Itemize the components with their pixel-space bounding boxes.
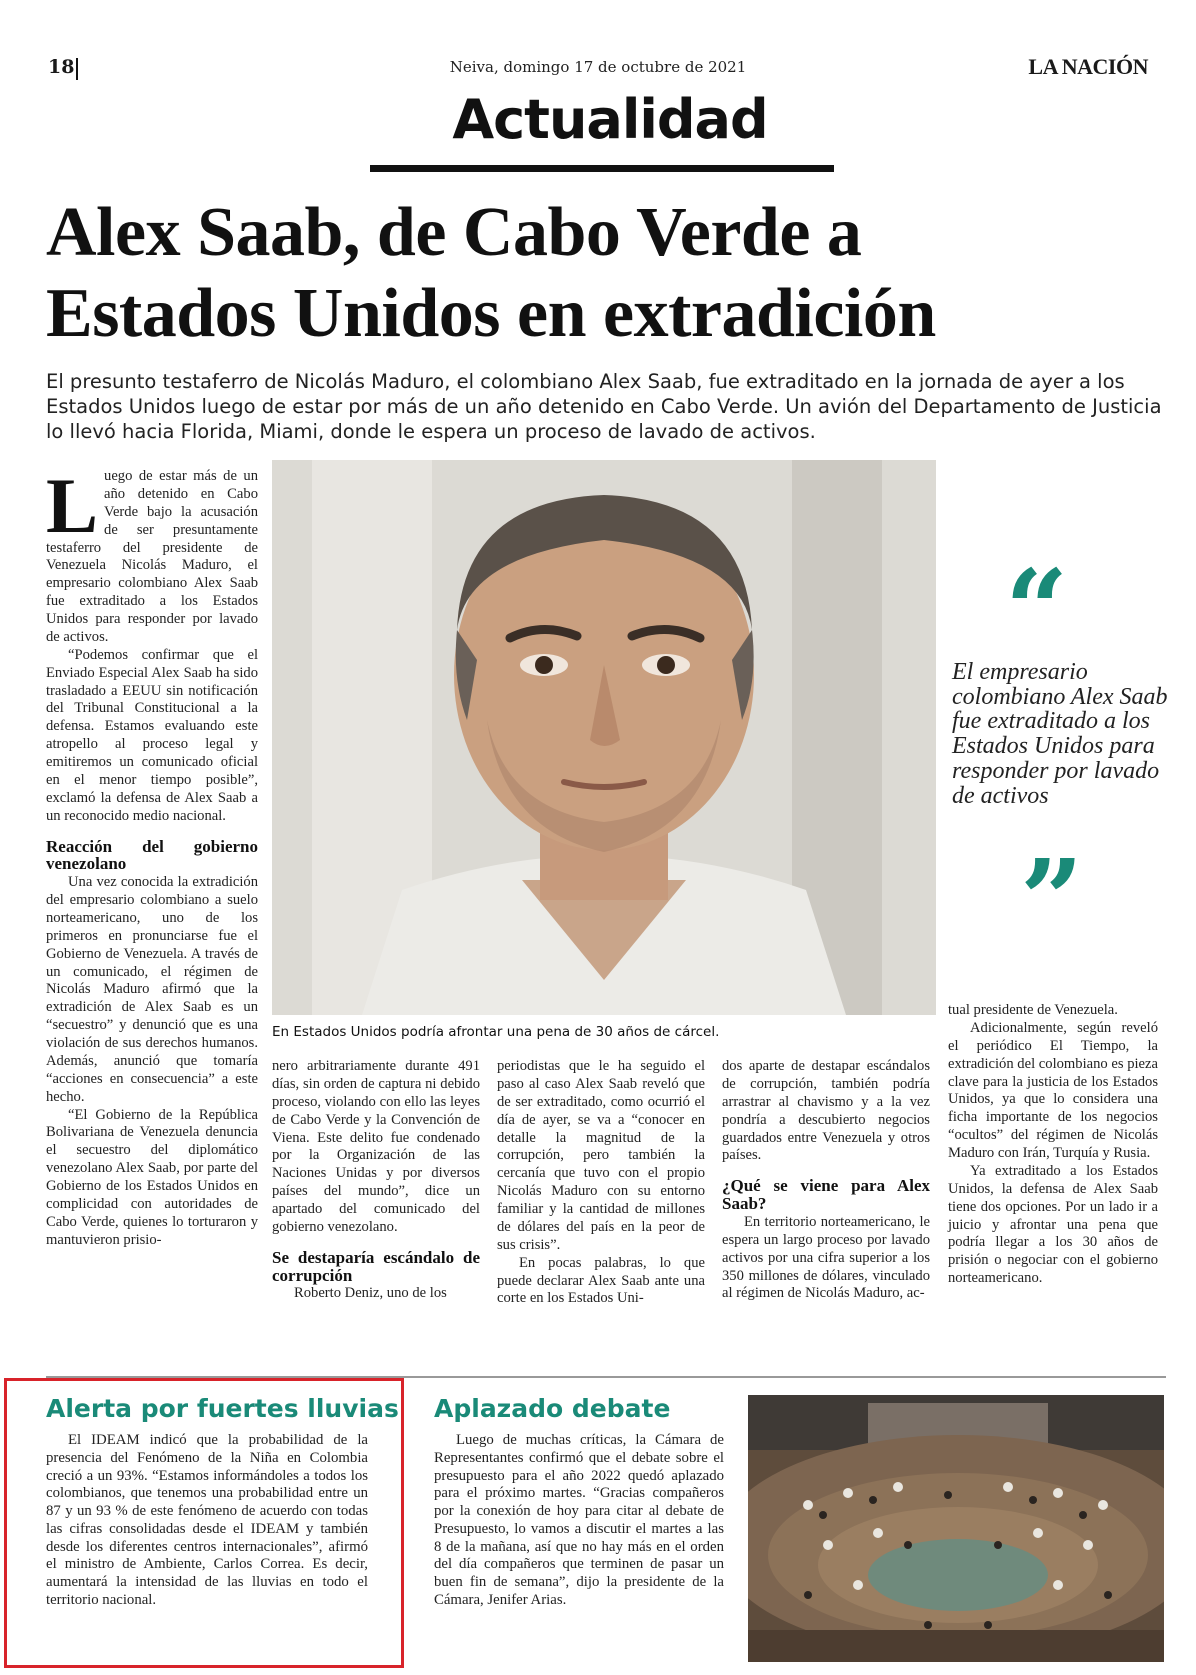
section-title: Actualidad (452, 88, 768, 151)
article-lede: El presunto testaferro de Nicolás Maduro, el colombiano Alex Saab, fue extraditado en la jornada de ayer a los Estados Unidos luego de estar por más de un año detenido en Cabo Verde. Un avión del Departamento de Justicia lo llevó hacia Florida, Miami, donde le espera un proceso de lavado de activos. (46, 370, 1162, 443)
alert-brief-title: Alerta por fuertes lluvias (46, 1394, 399, 1423)
alex-saab-photo (272, 460, 936, 1015)
paragraph: “El Gobierno de la República Bolivariana de Venezuela denuncia el secuestro del diplomático venezolano Alex Saab, por parte del Gobierno de los Estados Unidos en complicidad con autoridades de Cabo Verde, quienes lo torturaron y mantuvieron prisio- (46, 1106, 258, 1248)
paragraph: tual presidente de Venezuela. (948, 1002, 1118, 1018)
photo-caption: En Estados Unidos podría afrontar una pena de 30 años de cárcel. (272, 1024, 720, 1040)
paragraph: El IDEAM indicó que la probabilidad de la presencia del Fenómeno de la Niña en Colombia creció a un 93%. “Estamos informándoles a todos los colombianos, que tenemos una probabilidad entre un 87 y un 93 % de este fenómeno de acuerdo con todas las cifras consolidadas desde el IDEAM y también desde los diferentes centros internacionales”, afirmó el ministro de Ambiente, Carlos Correa. Es decir, aumentará la intensidad de las lluvias en todo el territorio nacional. (46, 1432, 368, 1608)
paragraph: dos aparte de destapar escándalos de corrupción, también podría arrastrar al chavismo y a la vez pondría a descubierto negocios guardados entre Venezuela y otros países. (722, 1058, 930, 1164)
debate-brief-title: Aplazado debate (434, 1394, 671, 1423)
article-column-2 (272, 1058, 480, 1303)
pull-quote: El empresario colombiano Alex Saab fue extraditado a los Estados Unidos para responder por lavado de activos (952, 659, 1168, 809)
newspaper-logo: LA NACIÓN (1028, 54, 1148, 79)
article-column-5 (948, 1002, 1158, 1288)
page-number: 18 (48, 56, 75, 78)
alert-brief-text (46, 1432, 368, 1610)
paragraph: Roberto Deniz, uno de los (294, 1285, 447, 1302)
headline-line-2: Estados Unidos en extradición (46, 275, 936, 353)
paragraph: nero arbitrariamente durante 491 días, sin orden de captura ni debido proceso, violando con ello las leyes de Cabo Verde y la Convención de Viena. Este delito fue condenado por la Organización de las Naciones Unidas y por diversos países del mundo”, dice un apartado del comunicado del gobierno venezolano. (272, 1058, 480, 1235)
section-rule (370, 165, 834, 172)
dateline: Neiva, domingo 17 de octubre de 2021 (449, 58, 747, 76)
article-column-3 (497, 1058, 705, 1308)
subhead: ¿Qué se viene para Alex Saab? (722, 1176, 930, 1214)
article-headline (46, 192, 1166, 354)
paragraph: uego de estar más de un año detenido en Cabo Verde bajo la acusación de ser presuntamente testaferro del presidente de Venezuela Nicolás Maduro, el empresario colombiano Alex Saab fue extraditado a los Estados Unidos para responder por lavado de activos. (46, 468, 258, 645)
paragraph: En pocas palabras, lo que puede declarar Alex Saab ante una corte en los Estados Uni- (497, 1254, 705, 1307)
paragraph: En territorio norteamericano, le espera un largo proceso por lavado activos por una cifra superior a los 350 millones de dólares, vinculado al régimen de Nicolás Maduro, ac- (722, 1213, 930, 1302)
article-column-1 (46, 462, 258, 1250)
paragraph: Adicionalmente, según reveló el periódico El Tiempo, la extradición del colombiano es pieza clave para la justicia de los Estados Unidos, ya que lo considera una ficha importante de los negocios “ocultos” del régimen de Nicolás Maduro con Irán, Turquía y Rusia. (948, 1019, 1158, 1161)
subhead: Se destaparía escándalo de corrupción (272, 1247, 480, 1285)
article-column-4 (722, 1058, 930, 1303)
headline-line-1: Alex Saab, de Cabo Verde a (46, 194, 862, 271)
congress-chamber-photo (748, 1395, 1164, 1662)
paragraph: Luego de muchas críticas, la Cámara de Representantes confirmó que el debate sobre el presupuesto para el año 2022 quedó aplazado para el próximo martes. “Gracias compañeros por la conexión de hoy para citar al debate de Presupuesto, lo vamos a discutir el martes a las 8 de la mañana, así que no hay más en el orden del día compañeros que terminen de pasar un buen fin de semana”, dijo la presidente de la Cámara, Jenifer Arias. (434, 1432, 724, 1608)
close-quote-icon: ” (1020, 835, 1084, 964)
subhead: Reacción del gobierno venezolano (46, 836, 258, 874)
drop-cap: L (46, 462, 99, 549)
paragraph: Una vez conocida la extradición del empresario colombiano a suelo norteamericano, uno de los primeros en pronunciarse fue el Gobierno de Venezuela. A través de un comunicado, el régimen de Nicolás Maduro afirmó que la extradición de Alex Saab es un “secuestro” y denunció que es una violación de sus derechos humanos. Además, anunció que tomaría “acciones en consecuencia” a este hecho. (46, 874, 258, 1105)
paragraph: Ya extraditado a los Estados Unidos, la defensa de Alex Saab tiene dos opciones. Por un lado ir a juicio y afrontar una pena que podría llegar a los 30 años de prisión o negociar con el gobierno norteamericano. (948, 1162, 1158, 1287)
paragraph: “Podemos confirmar que el Enviado Especial Alex Saab ha sido trasladado a EEUU sin notificación del Tribunal Constitucional a la defensa. Estamos evaluando este atropello al proceso legal y emitiremos un comunicado oficial en el menor tiempo posible”, exclamó la defensa de Alex Saab a un reconocido medio nacional. (46, 646, 258, 824)
open-quote-icon: “ (1005, 545, 1069, 674)
debate-brief-text (434, 1432, 724, 1610)
paragraph: periodistas que le ha seguido el paso al caso Alex Saab reveló que de ser extraditado, como ocurrió el día de ayer, se va a “conocer en detalle la magnitud de la corrupción, pero también la cercanía que tuvo con el propio Nicolás Maduro con su entorno familiar y la cantidad de millones de dólares del país en la peor de sus crisis”. (497, 1058, 705, 1253)
